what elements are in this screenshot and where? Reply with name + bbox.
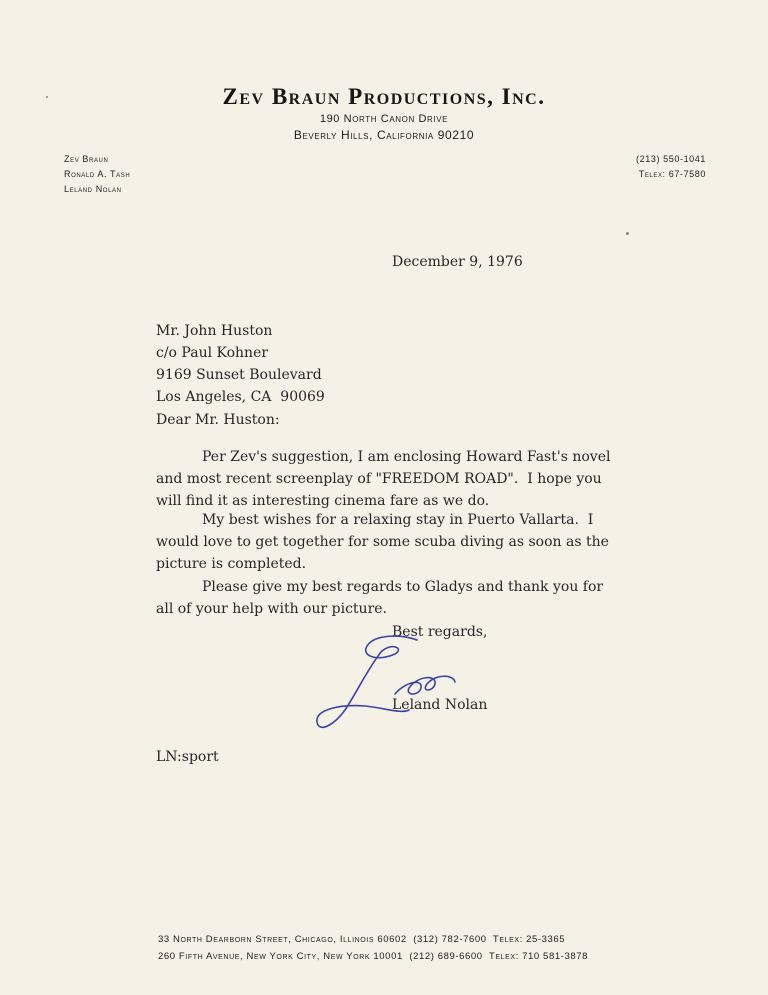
footer-office-new-york: 260 Fifth Avenue, New York City, New York 10001 (212) 689-6600 Telex: 710 581-3878: [158, 951, 589, 962]
principal-name: Leland Nolan: [64, 184, 122, 194]
handwritten-signature: [305, 630, 475, 740]
paragraph-line: Please give my best regards to Gladys and thank you for: [202, 579, 604, 595]
paragraph-line: would love to get together for some scuba diving as soon as the: [156, 534, 609, 550]
reference-initials: LN:sport: [156, 749, 219, 765]
signature-stroke: [317, 636, 417, 727]
paper-speck: [626, 232, 629, 235]
paragraph-line: picture is completed.: [156, 556, 307, 572]
letterhead-address-line1: 190 North Canon Drive: [319, 113, 449, 125]
recipient-line: 9169 Sunset Boulevard: [156, 367, 322, 383]
letterhead-address-line2: Beverly Hills, California 90210: [293, 128, 475, 142]
salutation: Dear Mr. Huston:: [156, 412, 280, 428]
body-paragraph-2: [156, 509, 676, 575]
letterhead-telex: Telex: 67-7580: [638, 169, 706, 179]
body-paragraph-3: [156, 576, 676, 620]
paragraph-line: and most recent screenplay of "FREEDOM ROAD". I hope you: [156, 471, 602, 487]
principals-list: [64, 152, 130, 197]
footer-office-chicago: 33 North Dearborn Street, Chicago, Illinois 60602 (312) 782-7600 Telex: 25-3365: [158, 934, 566, 945]
body-paragraph-1: [156, 446, 676, 512]
letter-date: December 9, 1976: [392, 254, 523, 270]
company-name: Zev Braun Productions, Inc.: [222, 84, 546, 109]
paragraph-line: My best wishes for a relaxing stay in Puerto Vallarta. I: [202, 512, 594, 528]
paper-speck: [46, 96, 48, 98]
closing: Best regards,: [392, 624, 488, 640]
recipient-line: c/o Paul Kohner: [156, 345, 269, 361]
paragraph-line: all of your help with our picture.: [156, 601, 387, 617]
recipient-line: Mr. John Huston: [156, 323, 273, 339]
letterhead-contact: [636, 152, 706, 182]
principal-name: Zev Braun: [64, 154, 109, 164]
paragraph-line: Per Zev's suggestion, I am enclosing Howard Fast's novel: [202, 449, 611, 465]
recipient-line: Los Angeles, CA 90069: [156, 389, 325, 405]
recipient-address: [156, 320, 325, 408]
paragraph-line: will find it as interesting cinema fare as we do.: [156, 493, 490, 509]
signature-stroke: [395, 676, 455, 694]
signer-name: Leland Nolan: [392, 697, 488, 713]
letterhead-phone: (213) 550-1041: [636, 154, 706, 164]
principal-name: Ronald A. Tash: [64, 169, 131, 179]
